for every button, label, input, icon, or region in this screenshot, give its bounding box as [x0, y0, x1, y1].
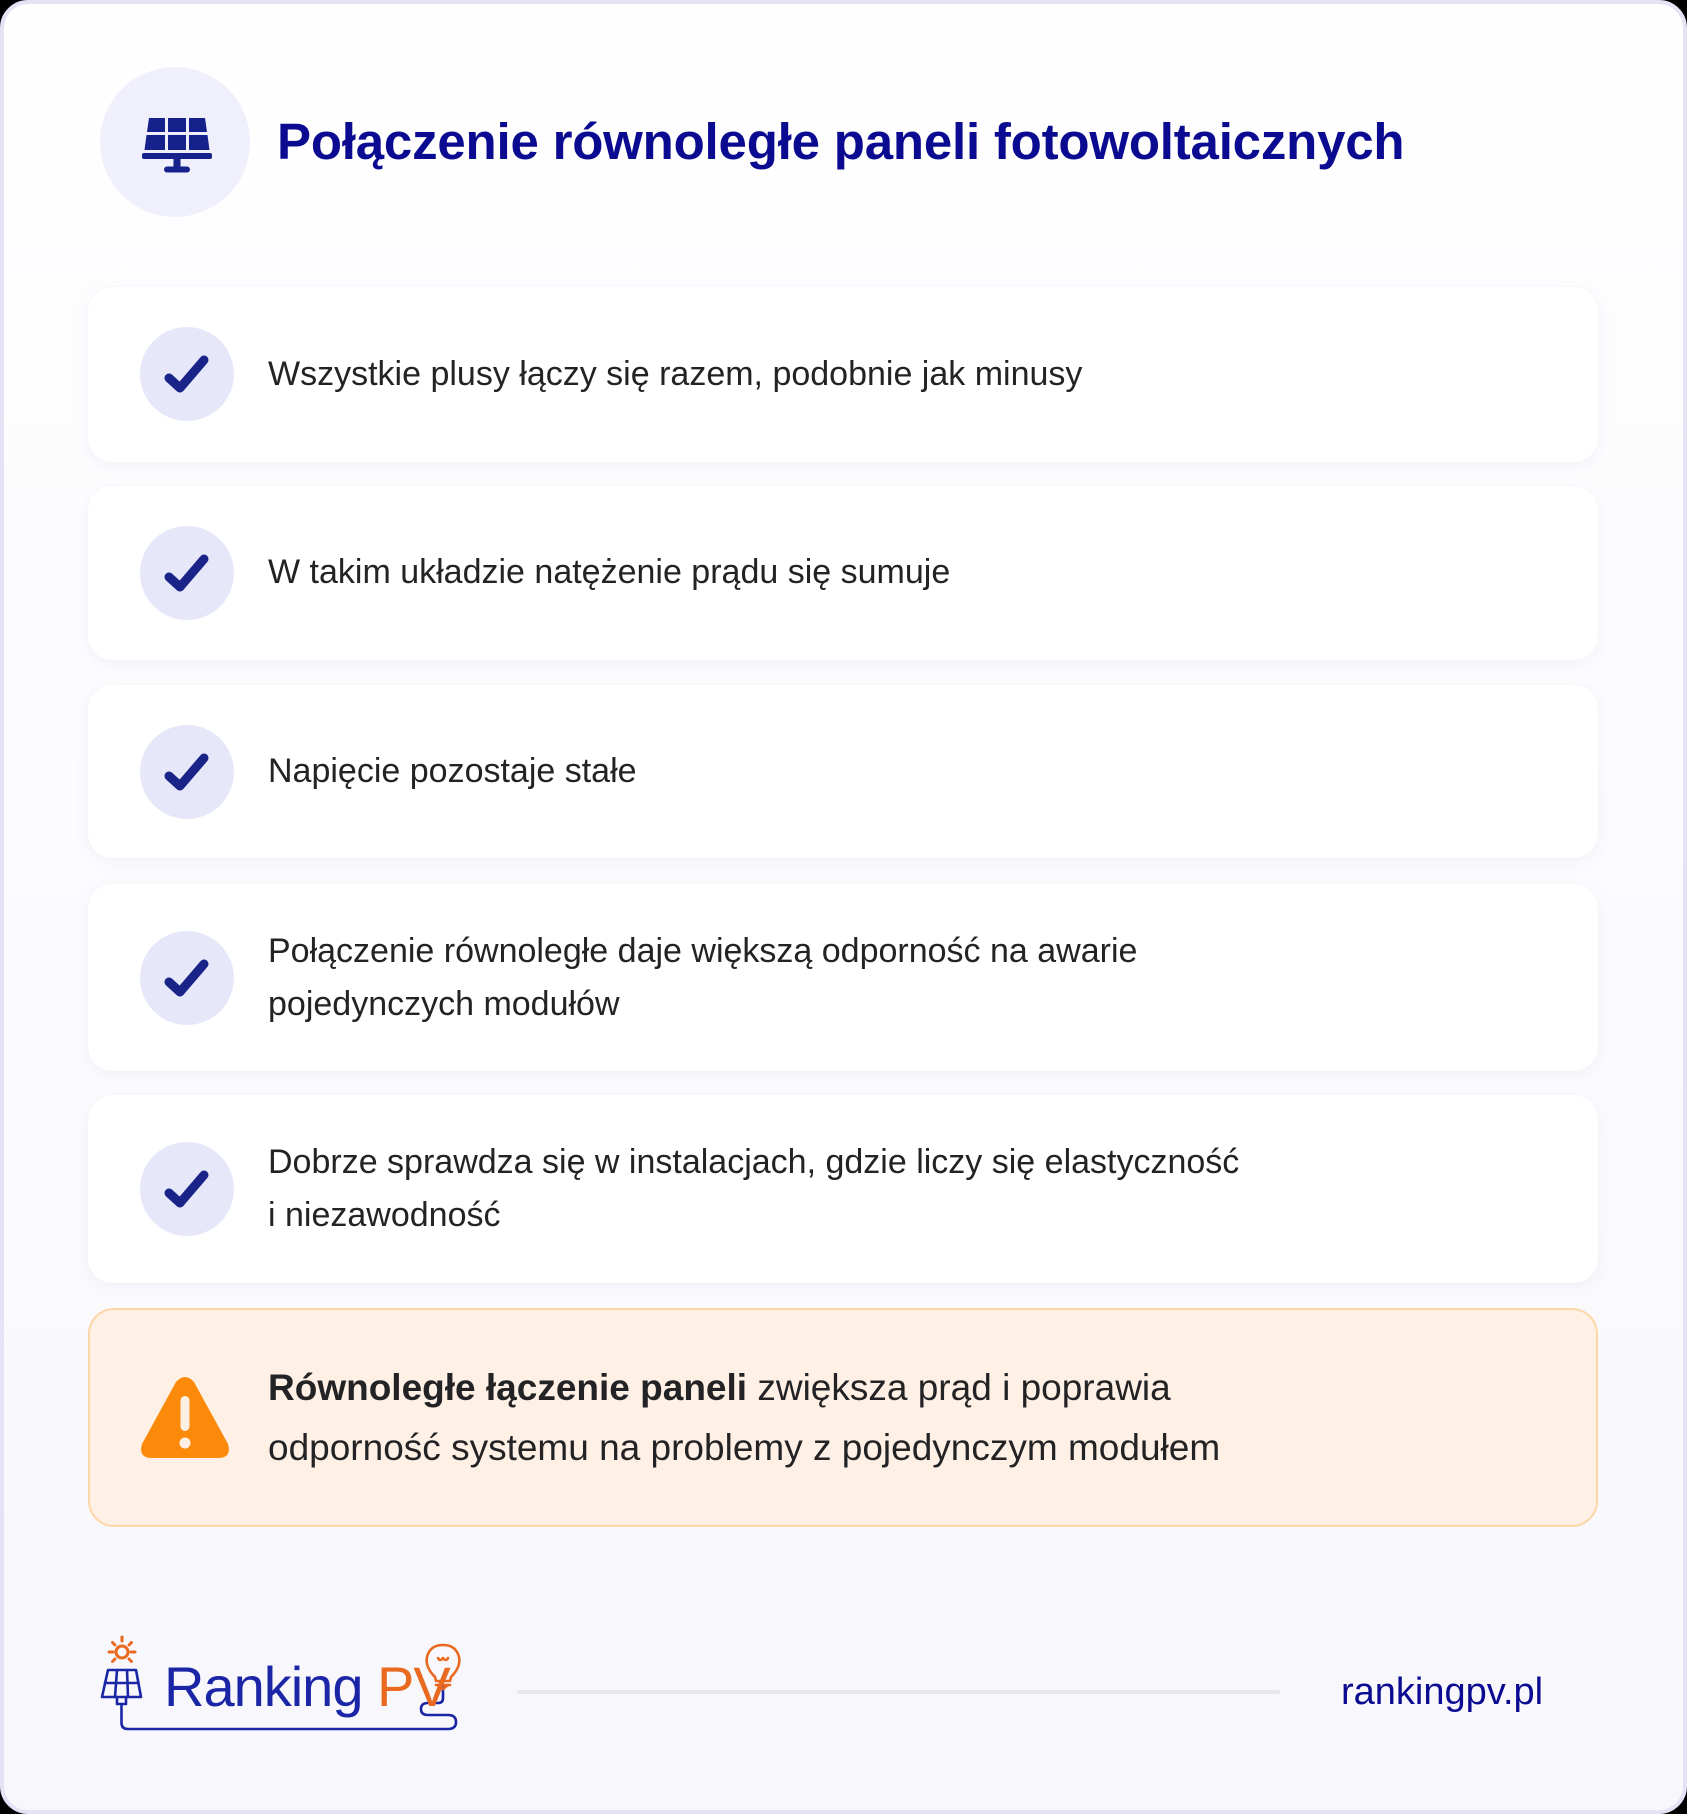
- check-icon: [164, 553, 210, 593]
- check-icon: [164, 752, 210, 792]
- list-item: [88, 1095, 1598, 1283]
- ranking-pv-logo[interactable]: [98, 1633, 468, 1733]
- list-item-text: Napięcie pozostaje stałe: [268, 752, 637, 790]
- warning-icon: [138, 1376, 232, 1460]
- list-item-text: Wszystkie plusy łączy się razem, podobnie jak minusy: [268, 355, 1083, 393]
- check-icon: [164, 354, 210, 394]
- check-icon: [164, 1169, 210, 1209]
- logo-text: Ranking PV: [164, 1655, 450, 1718]
- page-title: Połączenie równoległe paneli fotowoltaicznych: [277, 113, 1405, 170]
- warning-text: [268, 1358, 1220, 1478]
- footer-divider: [517, 1690, 1280, 1694]
- list-item: [88, 287, 1598, 462]
- warning-text-bold: Równoległe łączenie paneli: [268, 1367, 748, 1408]
- check-badge: [140, 931, 234, 1025]
- check-badge: [140, 526, 234, 620]
- warning-note: [88, 1308, 1598, 1527]
- check-badge: [140, 1142, 234, 1236]
- list-item-text: W takim układzie natężenie prądu się sumuje: [268, 553, 951, 591]
- list-item: [88, 486, 1598, 660]
- list-item-text: Połączenie równoległe daje większą odporność na awarie pojedynczych modułów: [268, 932, 1138, 1023]
- solar-panel-icon: [142, 117, 212, 173]
- list-item: [88, 685, 1598, 858]
- list-item: [88, 884, 1598, 1071]
- header-icon-badge: [100, 67, 250, 217]
- check-icon: [164, 958, 210, 998]
- check-badge: [140, 725, 234, 819]
- warning-text-rest: zwiększa prąd i poprawia: [747, 1367, 1171, 1408]
- website-link[interactable]: rankingpv.pl: [1341, 1671, 1544, 1713]
- warning-text-line2: odporność systemu na problemy z pojedynczym modułem: [268, 1427, 1221, 1468]
- list-item-text: Dobrze sprawdza się w instalacjach, gdzie liczy się elastyczność i niezawodność: [268, 1143, 1240, 1234]
- check-badge: [140, 327, 234, 421]
